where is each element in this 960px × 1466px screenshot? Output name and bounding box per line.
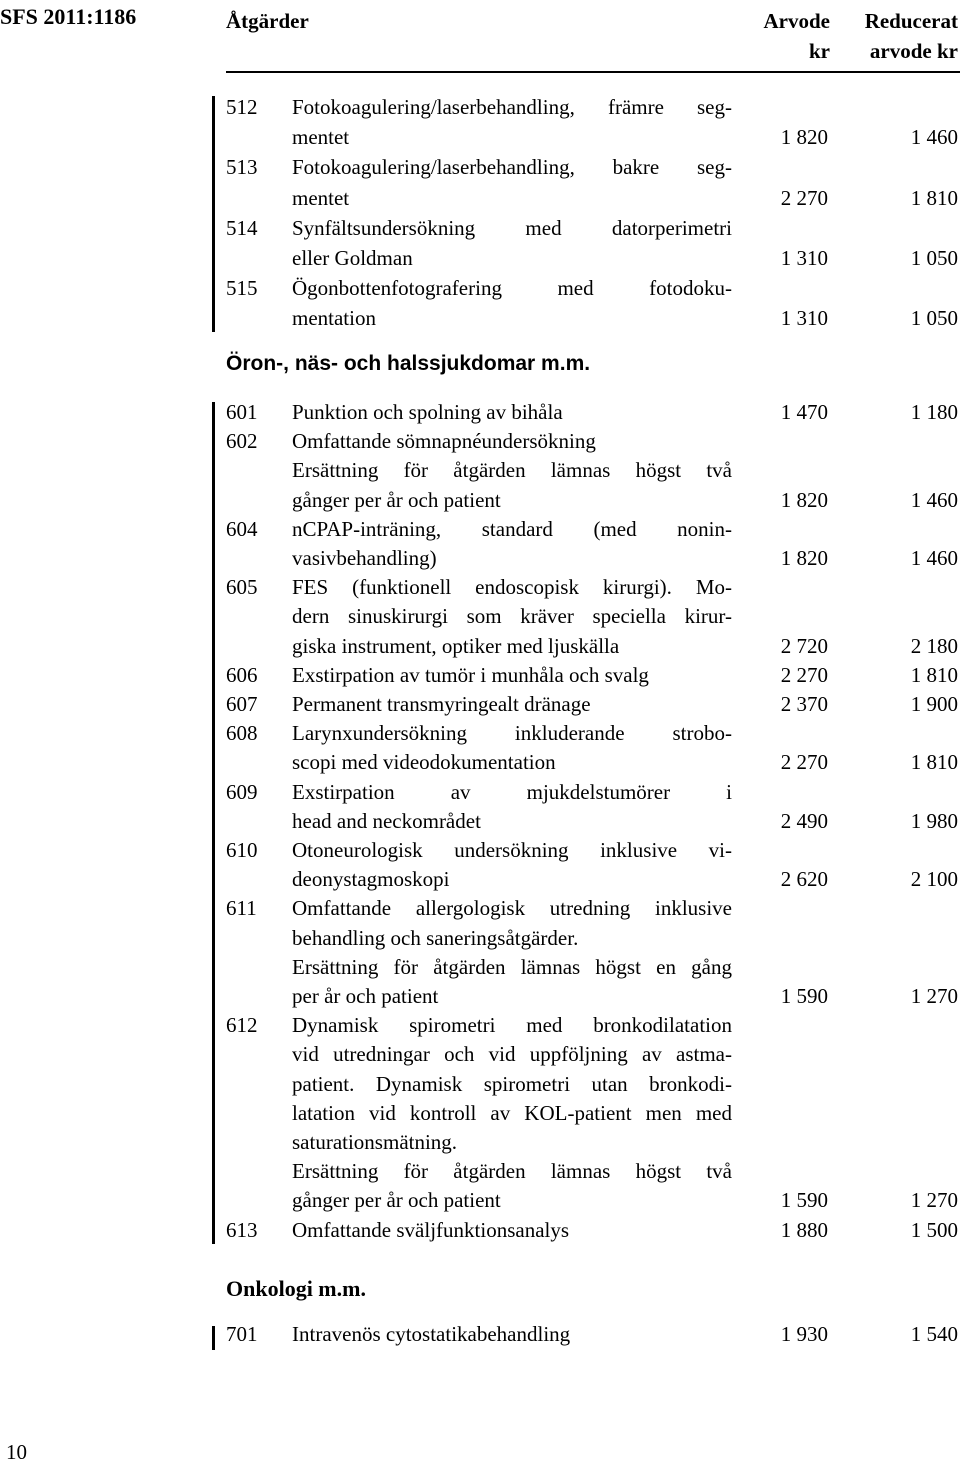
table-row bbox=[0, 515, 960, 573]
row-description bbox=[292, 778, 732, 836]
description-line: eller Goldman bbox=[292, 246, 413, 270]
table-row bbox=[0, 661, 960, 690]
row-description bbox=[292, 1216, 732, 1245]
row-reducerat-arvode: 1 270 bbox=[910, 1188, 958, 1213]
description-line: Otoneurologisk undersökning inklusive vi- bbox=[292, 838, 732, 862]
description-line: per år och patient bbox=[292, 984, 439, 1008]
description-line: gånger per år och patient bbox=[292, 487, 501, 512]
row-arvode: 2 270 bbox=[780, 750, 828, 775]
row-description bbox=[292, 836, 732, 894]
row-description bbox=[292, 213, 732, 273]
row-description bbox=[292, 152, 732, 212]
description-line: Exstirpation av tumör i munhåla och svalg bbox=[292, 662, 649, 687]
row-arvode: 1 930 bbox=[780, 1322, 828, 1346]
row-reducerat-arvode: 2 180 bbox=[910, 633, 958, 658]
table-row bbox=[0, 273, 960, 333]
row-description bbox=[292, 515, 732, 573]
description-line: Omfattande sömnapnéundersökning bbox=[292, 429, 596, 454]
row-code: 605 bbox=[226, 575, 258, 600]
header-divider bbox=[226, 71, 960, 73]
description-line: Fotokoagulering/laserbehandling, främre seg- bbox=[292, 95, 732, 119]
table-row bbox=[0, 213, 960, 273]
description-line: vasivbehandling) bbox=[292, 546, 437, 570]
description-line: Exstirpation av mjukdelstumörer i bbox=[292, 779, 732, 804]
row-arvode: 1 310 bbox=[780, 306, 828, 331]
table-row bbox=[0, 398, 960, 427]
table-row bbox=[0, 92, 960, 152]
table-row bbox=[0, 427, 960, 515]
table-row bbox=[0, 778, 960, 836]
row-reducerat-arvode: 1 050 bbox=[910, 306, 958, 331]
description-line: Synfältsundersökning med datorperimetri bbox=[292, 215, 732, 240]
row-code: 606 bbox=[226, 662, 258, 687]
row-arvode: 2 370 bbox=[780, 692, 828, 716]
row-arvode: 2 270 bbox=[780, 662, 828, 687]
section-title-oron-nas-hals: Öron-, näs- och halssjukdomar m.m. bbox=[226, 352, 591, 375]
row-code: 610 bbox=[226, 838, 258, 862]
column-header-reducerat-line2: arvode kr bbox=[869, 39, 958, 63]
row-code: 608 bbox=[226, 721, 258, 746]
row-reducerat-arvode: 1 460 bbox=[910, 125, 958, 150]
column-header-reducerat bbox=[818, 6, 958, 66]
row-arvode: 1 820 bbox=[780, 545, 828, 570]
column-header-reducerat-line1: Reducerat bbox=[864, 9, 958, 33]
row-description bbox=[292, 92, 732, 152]
row-arvode: 1 820 bbox=[780, 487, 828, 512]
section-title-onkologi: Onkologi m.m. bbox=[226, 1276, 366, 1301]
row-arvode: 2 620 bbox=[780, 867, 828, 892]
row-code: 607 bbox=[226, 692, 258, 716]
row-code: 613 bbox=[226, 1217, 258, 1242]
row-code: 513 bbox=[226, 155, 258, 180]
row-reducerat-arvode: 1 270 bbox=[910, 983, 958, 1008]
row-code: 612 bbox=[226, 1013, 258, 1038]
row-reducerat-arvode: 1 980 bbox=[910, 808, 958, 833]
page-number: 10 bbox=[6, 1440, 27, 1464]
description-line: Intravenös cytostatikabehandling bbox=[292, 1322, 571, 1346]
table-row bbox=[0, 894, 960, 1011]
row-code: 515 bbox=[226, 276, 258, 301]
row-description bbox=[292, 690, 732, 719]
row-arvode: 1 590 bbox=[780, 983, 828, 1008]
row-description bbox=[292, 1011, 732, 1215]
row-description bbox=[292, 273, 732, 333]
description-line: nCPAP-inträning, standard (med nonin- bbox=[292, 516, 732, 541]
description-line: Omfattande sväljfunktionsanalys bbox=[292, 1217, 570, 1242]
table-row bbox=[0, 1216, 960, 1245]
table-row bbox=[0, 573, 960, 661]
description-line: mentet bbox=[292, 125, 350, 150]
description-line: Punktion och spolning av bihåla bbox=[292, 400, 563, 424]
row-reducerat-arvode: 1 540 bbox=[910, 1322, 958, 1346]
row-arvode: 1 310 bbox=[780, 245, 828, 270]
row-reducerat-arvode: 2 100 bbox=[910, 867, 958, 892]
description-line: latation vid kontroll av KOL-patient men med bbox=[292, 1100, 732, 1125]
column-header-arvode bbox=[680, 6, 830, 66]
row-arvode: 1 590 bbox=[780, 1188, 828, 1213]
description-line: Larynxundersökning inkluderande strobo- bbox=[292, 721, 732, 746]
row-code: 601 bbox=[226, 400, 258, 424]
description-line: Permanent transmyringealt dränage bbox=[292, 692, 591, 716]
description-line: deonystagmoskopi bbox=[292, 867, 450, 892]
description-line: Fotokoagulering/laserbehandling, bakre seg- bbox=[292, 155, 732, 180]
document-reference: SFS 2011:1186 bbox=[0, 4, 137, 29]
row-reducerat-arvode: 1 900 bbox=[910, 692, 958, 716]
description-line: saturationsmätning. bbox=[292, 1130, 458, 1154]
row-code: 604 bbox=[226, 516, 258, 541]
description-line: Omfattande allergologisk utredning inklusive bbox=[292, 896, 732, 921]
description-line: mentation bbox=[292, 306, 376, 331]
row-description bbox=[292, 1320, 732, 1349]
row-arvode: 1 820 bbox=[780, 125, 828, 150]
row-reducerat-arvode: 1 180 bbox=[910, 400, 958, 424]
table-row bbox=[0, 690, 960, 719]
row-description bbox=[292, 427, 732, 515]
description-line: Ögonbottenfotografering med fotodoku- bbox=[292, 276, 732, 301]
description-line: Dynamisk spirometri med bronkodilatation bbox=[292, 1013, 732, 1038]
description-line: vid utredningar och vid uppföljning av astma- bbox=[292, 1042, 732, 1067]
description-line: patient. Dynamisk spirometri utan bronkodi- bbox=[292, 1071, 732, 1096]
column-header-arvode-line2: kr bbox=[809, 39, 830, 63]
row-code: 611 bbox=[226, 896, 257, 921]
row-reducerat-arvode: 1 460 bbox=[910, 487, 958, 512]
row-description bbox=[292, 719, 732, 777]
row-reducerat-arvode: 1 810 bbox=[910, 750, 958, 775]
row-reducerat-arvode: 1 810 bbox=[910, 185, 958, 210]
column-header-arvode-line1: Arvode bbox=[763, 9, 830, 33]
row-description bbox=[292, 398, 732, 427]
row-arvode: 1 880 bbox=[780, 1217, 828, 1242]
row-reducerat-arvode: 1 460 bbox=[910, 545, 958, 570]
description-line: behandling och saneringsåtgärder. bbox=[292, 925, 579, 950]
table-row bbox=[0, 836, 960, 894]
row-description bbox=[292, 573, 732, 661]
table-row bbox=[0, 1011, 960, 1215]
row-code: 512 bbox=[226, 95, 258, 119]
row-code: 701 bbox=[226, 1322, 258, 1346]
row-code: 514 bbox=[226, 215, 258, 240]
description-line: dern sinuskirurgi som kräver speciella kirur- bbox=[292, 604, 732, 629]
description-line: Ersättning för åtgärden lämnas högst en gång bbox=[292, 954, 732, 979]
row-code: 602 bbox=[226, 429, 258, 454]
table-row bbox=[0, 1320, 960, 1349]
row-arvode: 2 270 bbox=[780, 185, 828, 210]
description-line: gånger per år och patient bbox=[292, 1188, 501, 1213]
row-arvode: 2 720 bbox=[780, 633, 828, 658]
row-arvode: 1 470 bbox=[780, 400, 828, 424]
row-reducerat-arvode: 1 810 bbox=[910, 662, 958, 687]
description-line: giska instrument, optiker med ljuskälla bbox=[292, 633, 620, 658]
table-row bbox=[0, 152, 960, 212]
description-line: head and neckområdet bbox=[292, 808, 481, 833]
column-header-atgarder: Åtgärder bbox=[226, 9, 309, 33]
row-arvode: 2 490 bbox=[780, 808, 828, 833]
description-line: Ersättning för åtgärden lämnas högst två bbox=[292, 1159, 732, 1184]
row-description bbox=[292, 661, 732, 690]
description-line: scopi med videodokumentation bbox=[292, 750, 556, 775]
description-line: Ersättning för åtgärden lämnas högst två bbox=[292, 458, 732, 483]
row-reducerat-arvode: 1 050 bbox=[910, 245, 958, 270]
table-row bbox=[0, 719, 960, 777]
row-code: 609 bbox=[226, 779, 258, 804]
row-reducerat-arvode: 1 500 bbox=[910, 1217, 958, 1242]
description-line: FES (funktionell endoscopisk kirurgi). Mo- bbox=[292, 575, 732, 600]
description-line: mentet bbox=[292, 185, 350, 210]
row-description bbox=[292, 894, 732, 1011]
